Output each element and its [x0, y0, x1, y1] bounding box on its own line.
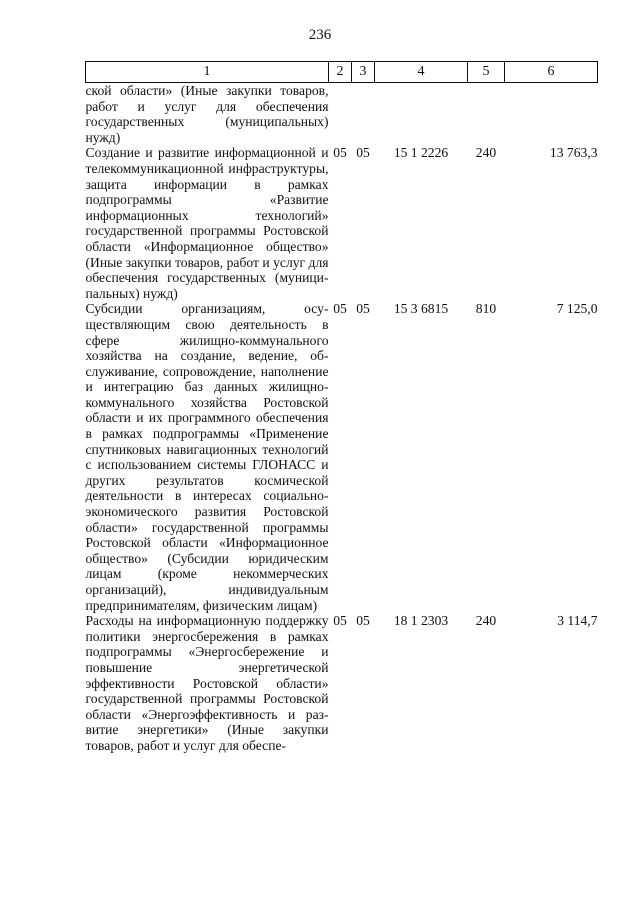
row-target-article: 18 1 2303: [393, 613, 449, 629]
row-description: ской области» (Иные закупки товаров, работ и услуг для обеспечения государственных (муниципальных) нужд): [85, 83, 329, 145]
row-amount: 3 114,7: [557, 613, 598, 629]
row-section: [329, 83, 352, 146]
header-amount: 6: [505, 62, 598, 83]
row-expense-type: 810: [475, 301, 497, 317]
row-target-article: 15 3 6815: [393, 301, 449, 317]
row-subsection: 05: [356, 301, 370, 317]
row-target-article: 15 1 2226: [393, 145, 449, 161]
row-subsection: 05: [356, 613, 370, 629]
row-section: 05: [333, 301, 347, 317]
header-section: 2: [329, 62, 352, 83]
row-section: 05: [333, 613, 347, 629]
header-target-article: 4: [375, 62, 468, 83]
row-target-article: [375, 83, 468, 146]
header-description: 1: [86, 62, 329, 83]
row-amount: 13 763,3: [549, 145, 598, 161]
row-description: Расходы на информационную поддержку политики энергосбережения в рамках подпрограммы «Энергосбережение и повышение энергетической эффективности Ростовской области» государственной программы Ростовской области «Энергоэффективность и развитие энергетики» (Иные закупки товаров, работ и услуг для обеспе-: [85, 613, 329, 753]
row-description: Субсидии организациям, осуществляющим свою деятельность в сфере жилищно-коммунального хозяйства на создание, ведение, обслуживание, сопровождение, наполнение и интеграцию баз данных жилищно-коммунального хозяйства Ростовской области и их программного обеспечения в рамках подпрограммы «Применение спутниковых навигационных технологий с использованием системы ГЛОНАСС и других результатов космической деятельности в интересах социально-экономического развития Ростовской области» государственной программы Ростовской области «Информационное общество» (Субсидии юридическим лицам (кроме некоммерческих организаций), индивидуальным предпринимателям, физическим лицам): [85, 301, 329, 613]
page-number: 236: [308, 27, 332, 43]
table-row: [86, 613, 598, 753]
row-expense-type: 240: [475, 145, 497, 161]
row-expense-type: 240: [475, 613, 497, 629]
row-section: 05: [333, 145, 347, 161]
header-subsection: 3: [352, 62, 375, 83]
table-row: [86, 83, 598, 146]
table-row: [86, 145, 598, 301]
table-row: [86, 301, 598, 613]
row-subsection: 05: [356, 145, 370, 161]
header-expense-type: 5: [468, 62, 505, 83]
row-description: Создание и развитие информационной и телекоммуникационной инфраструктуры, защита информации в рамках подпрограммы «Развитие информационных технологий» государственной программы Ростовской области «Информационное общество» (Иные закупки товаров, работ и услуг для обеспечения государственных (муниципальных) нужд): [85, 145, 329, 301]
row-expense-type: [468, 83, 505, 146]
row-amount: [505, 83, 598, 146]
budget-table: [85, 61, 598, 754]
row-amount: 7 125,0: [556, 301, 598, 317]
row-subsection: [352, 83, 375, 146]
table-header-row: [86, 62, 598, 83]
